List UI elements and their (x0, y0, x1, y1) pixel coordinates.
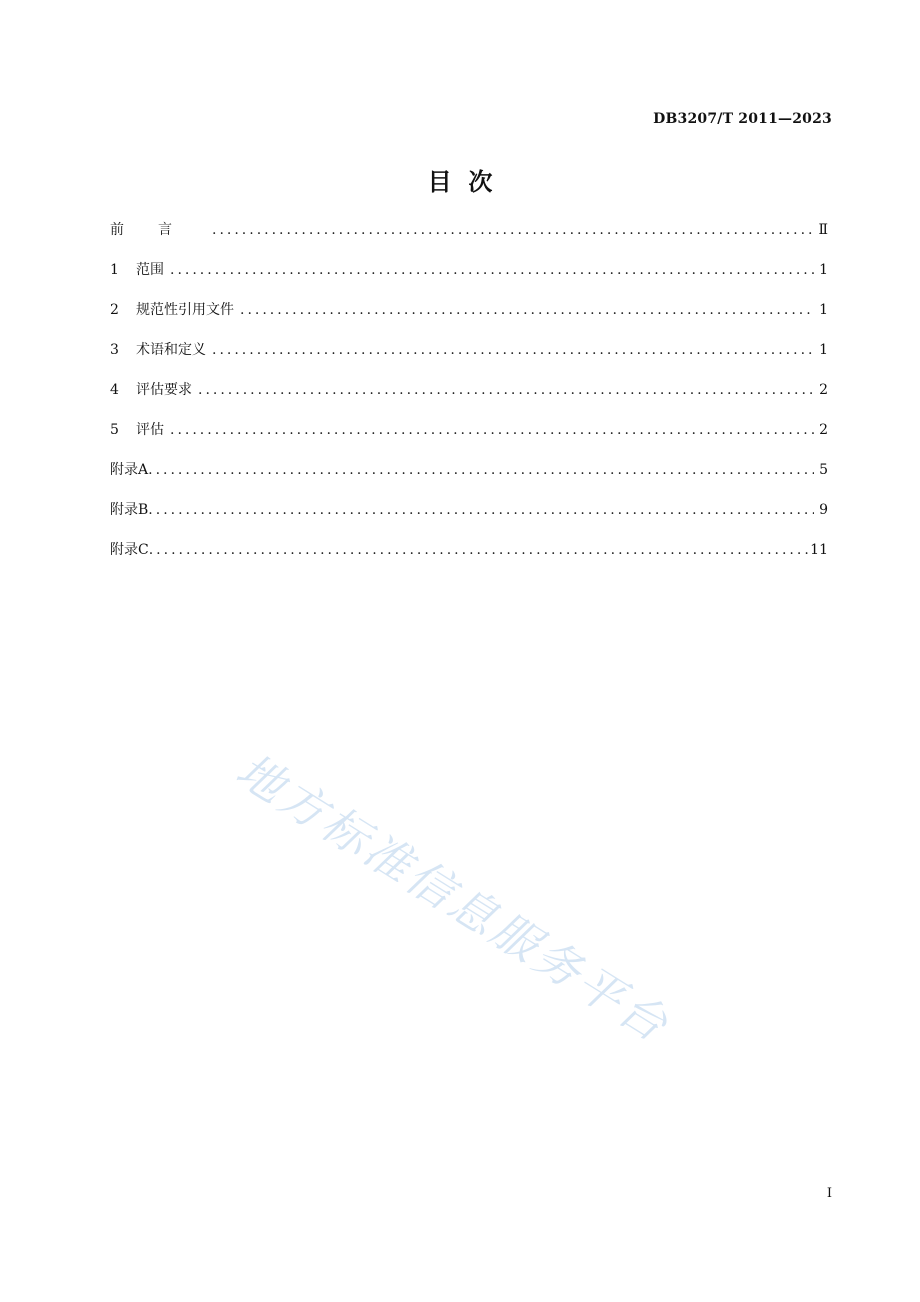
toc-item-appendix-b[interactable] (110, 499, 828, 539)
toc-item-text: 范围 (136, 262, 164, 278)
toc-item-page: 11 (810, 542, 828, 558)
toc-dot-leader (148, 499, 814, 521)
toc-item-page: 2 (819, 422, 828, 438)
toc-item-text: 规范性引用文件 (136, 302, 234, 318)
toc-item-text: 附录C (110, 542, 149, 558)
toc-item-appendix-c[interactable] (110, 539, 828, 579)
toc-item-number: 3 (110, 342, 119, 358)
toc-item-normative-references[interactable] (110, 299, 828, 339)
toc-item-text: 评估要求 (136, 382, 192, 398)
toc-dot-leader (212, 219, 814, 241)
toc-item-text: 附录A (110, 462, 149, 478)
toc-item-page: Ⅱ (818, 222, 828, 238)
toc-item-number: 1 (110, 262, 119, 278)
table-of-contents (110, 219, 828, 579)
toc-dot-leader (198, 379, 814, 401)
toc-item-assessment[interactable] (110, 419, 828, 459)
toc-dot-leader (148, 459, 814, 481)
page-title: 目 次 (427, 168, 493, 196)
watermark: 地方标准信息服务平台 (227, 742, 680, 1054)
toc-dot-leader (149, 539, 810, 561)
toc-item-page: 2 (819, 382, 828, 398)
toc-item-text: 术语和定义 (136, 342, 206, 358)
toc-item-terms-definitions[interactable] (110, 339, 828, 379)
toc-item-number: 5 (110, 422, 119, 438)
toc-dot-leader (170, 419, 814, 441)
toc-item-text: 附录B (110, 502, 149, 518)
toc-item-page: 5 (819, 462, 828, 478)
toc-dot-leader (240, 299, 814, 321)
toc-item-scope[interactable] (110, 259, 828, 299)
toc-item-page: 1 (819, 302, 828, 318)
toc-item-text: 评估 (136, 422, 164, 438)
toc-item-foreword[interactable] (110, 219, 828, 259)
page-number: I (826, 1186, 832, 1201)
toc-item-number: 4 (110, 382, 119, 398)
toc-item-assessment-requirements[interactable] (110, 379, 828, 419)
toc-item-number: 2 (110, 302, 119, 318)
toc-item-page: 9 (819, 502, 828, 518)
toc-dot-leader (170, 259, 814, 281)
document-code: DB3207/T 2011—2023 (653, 111, 832, 127)
toc-item-page: 1 (819, 262, 828, 278)
toc-item-page: 1 (819, 342, 828, 358)
toc-item-text: 前言 (110, 222, 206, 238)
toc-dot-leader (212, 339, 814, 361)
toc-item-appendix-a[interactable] (110, 459, 828, 499)
